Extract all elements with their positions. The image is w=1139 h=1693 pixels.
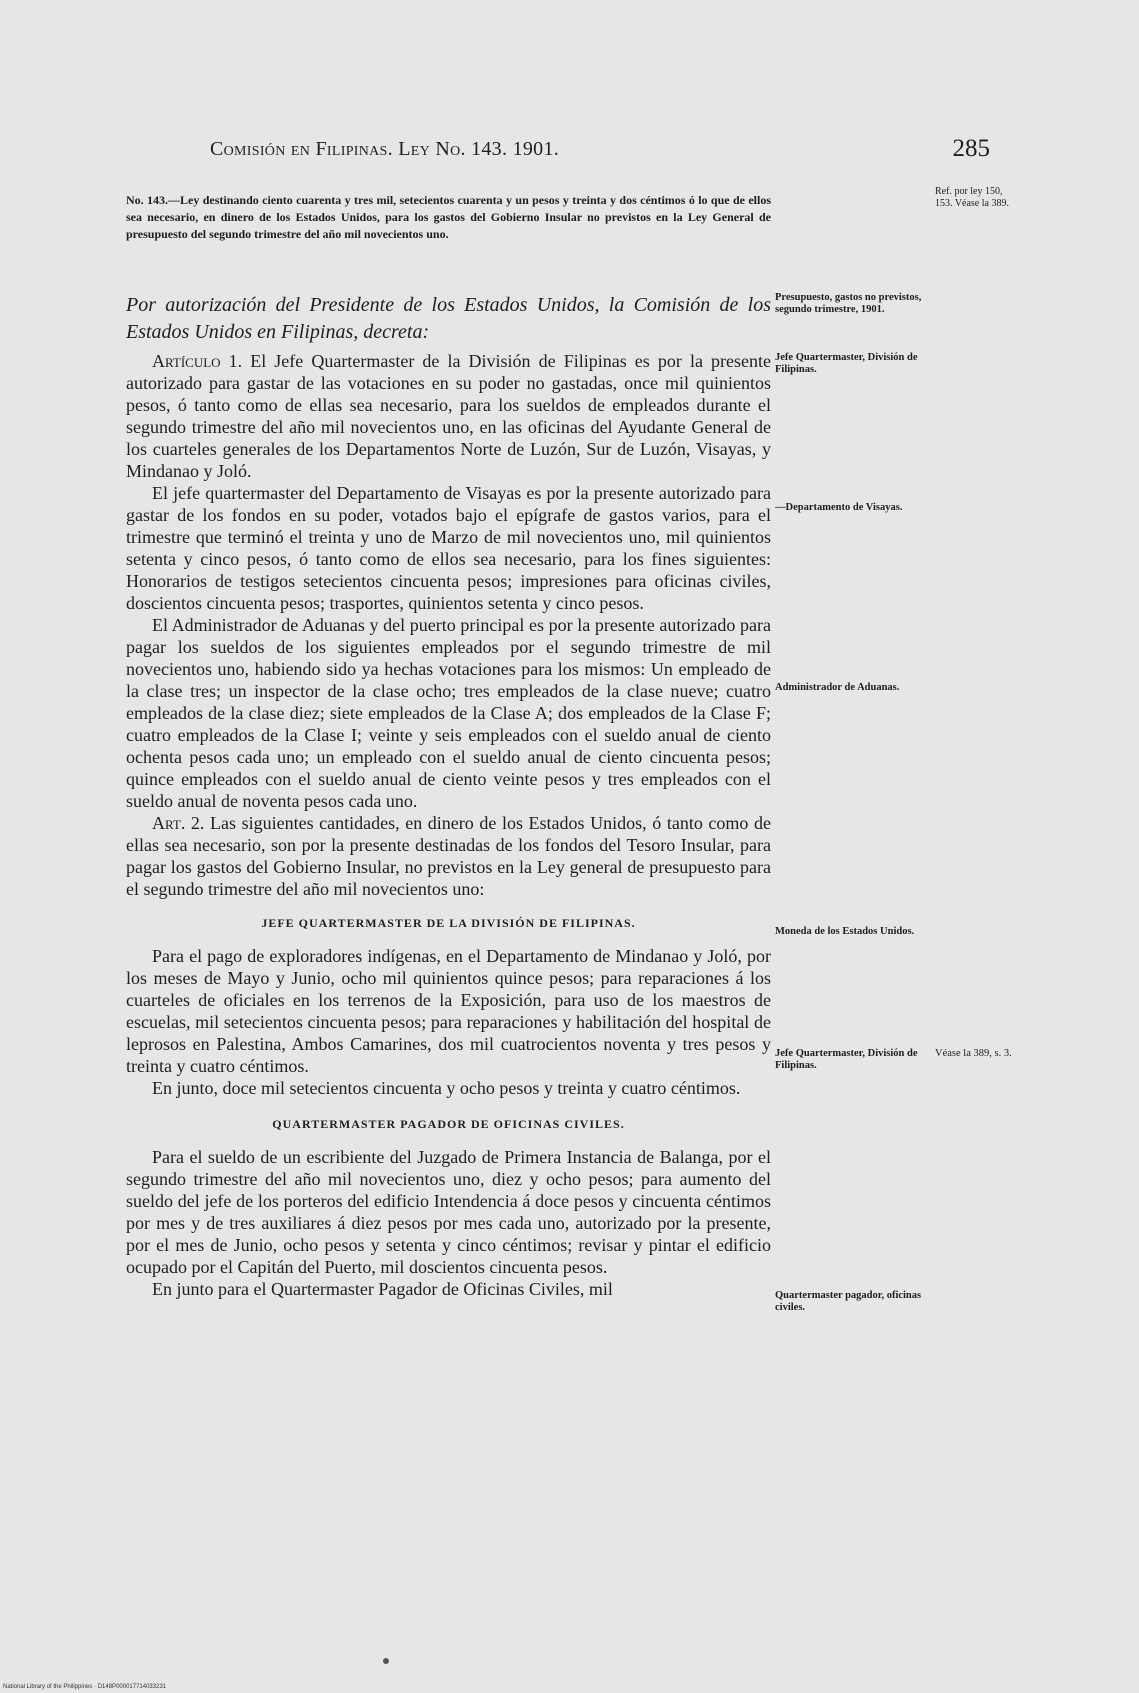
running-title: Comisión en Filipinas. Ley No. 143. 1901.	[210, 138, 560, 160]
margin-note-budget: Presupuesto, gastos no previstos, segundo trimestre, 1901.	[775, 292, 922, 315]
total-paragraph-2: En junto para el Quartermaster Pagador de Oficinas Civiles, mil	[152, 1279, 613, 1299]
margin-note-paymaster: Quartermaster pagador, oficinas civiles.	[775, 1290, 922, 1313]
scouts-paragraph: Para el pago de exploradores indígenas, en el Departamento de Mindanao y Joló, por los meses de Mayo y Junio, ocho mil quinientos quince pesos; para reparaciones á los cuarteles de oficiales en los terrenos de la Exposición, para uso de los maestros de escuelas, mil setecientos cincuenta pesos; para reparaciones y habilitación del hospital de leprosos en Palestina, Ambos Camarines, dos mil cuatrocientos noventa y tres pesos y treinta y cuatro céntimos.	[126, 946, 771, 1076]
section-heading-civil-offices: QUARTERMASTER PAGADOR DE OFICINAS CIVILES.	[272, 1117, 625, 1131]
article-2-label: Art. 2.	[152, 813, 205, 833]
section-heading-division: JEFE QUARTERMASTER DE LA DIVISIÓN DE FILIPINAS.	[261, 916, 636, 930]
article-2-text: Las siguientes cantidades, en dinero de los Estados Unidos, ó tanto como de ellas sea necesario, son por la presente destinadas de los fondos del Tesoro Insular, para pagar los gastos del Gobierno Insular, no previstos en la Ley general de presupuesto para el segundo trimestre del año mil novecientos uno:	[126, 813, 771, 899]
article-1-label: Artículo 1.	[152, 351, 243, 371]
customs-paragraph: El Administrador de Aduanas y del puerto principal es por la presente autorizado para pagar los sueldos de los siguientes empleados por el segundo trimestre de mil novecientos uno, habiendo sido ya hechas votaciones para los mismos: Un empleado de la clase tres; un inspector de la clase ocho; tres empleados de la clase nueve; cuatro empleados de la clase diez; siete empleados de la Clase A; dos empleados de la Clase F; cuatro empleados de la Clase I; veinte y seis empleados con el sueldo anual de ciento ochenta pesos cada uno; un empleado con el sueldo anual de ciento cincuenta pesos; quince empleados con el sueldo anual de ciento veinte pesos y tres empleados con el sueldo anual de noventa pesos cada uno.	[126, 615, 771, 811]
running-header	[210, 135, 990, 168]
article-1-block	[126, 350, 771, 1300]
page-mark	[383, 1658, 389, 1664]
article-1-paragraph	[126, 350, 771, 482]
visayas-paragraph: El jefe quartermaster del Departamento de Visayas es por la presente autorizado para gastar de los fondos en su poder, votados bajo el epígrafe de gastos varios, para el trimestre que terminó el treinta y uno de Marzo de mil novecientos uno, mil quinientos setenta y cinco pesos, ó tanto como de ellos sea necesario, para los fines siguientes: Honorarios de testigos setecientos cincuenta pesos; impresiones para oficinas civiles, doscientos cincuenta pesos; trasportes, quinientos setenta y cinco pesos.	[126, 483, 771, 613]
page-number: 285	[952, 135, 990, 162]
library-footer: National Library of the Philippines · D148P000017714033231	[3, 1684, 167, 1690]
article-1-text: El Jefe Quartermaster de la División de Filipinas es por la presente autorizado para gastar de las votaciones en su poder no gastadas, once mil quinientos pesos, ó tanto como de ellas sea necesario, para los sueldos de empleados durante el segundo trimestre del año mil novecientos uno, en las oficinas del Ayudante General de los cuarteles generales de los Departamentos Norte de Luzón, Sur de Luzón, Visayas, y Mindanao y Joló.	[126, 351, 771, 481]
margin-note-division: Jefe Quartermaster, División de Filipinas.	[775, 1048, 918, 1071]
margin-note-reference: Ref. por ley 150, 153. Véase la 389.	[935, 186, 1009, 209]
article-2-paragraph	[126, 812, 771, 900]
total-paragraph-1: En junto, doce mil setecientos cincuenta y ocho pesos y treinta y cuatro céntimos.	[152, 1078, 741, 1098]
margin-note-visayas: —Departamento de Visayas.	[775, 502, 903, 513]
law-title: No. 143.—Ley destinando ciento cuarenta y tres mil, setecientos cuarenta y un pesos y treinta y dos céntimos ó lo que de ellos sea necesario, en dinero de los Estados Unidos, para los gastos del Gobierno Insular no previstos en la Ley General de presupuesto del segundo trimestre del año mil novecientos uno.	[126, 193, 771, 241]
clerk-paragraph: Para el sueldo de un escribiente del Juzgado de Primera Instancia de Balanga, por el segundo trimestre del año mil novecientos uno, diez y ocho pesos; para aumento del sueldo del jefe de los porteros del edificio Intendencia á doce pesos y cincuenta céntimos por mes y de tres auxiliares á diez pesos por mes cada uno, autorizado por la presente, por el mes de Junio, ocho pesos y setenta y cinco céntimos; revisar y pintar el edificio ocupado por el Capitán del Puerto, mil doscientos cincuenta pesos.	[126, 1147, 771, 1277]
margin-note-customs: Administrador de Aduanas.	[775, 682, 900, 693]
margin-note-see-also: Véase la 389, s. 3.	[935, 1048, 1012, 1059]
enacting-clause: Por autorización del Presidente de los Estados Unidos, la Comisión de los Estados Unidos en Filipinas, decreta:	[126, 294, 771, 343]
margin-note-quartermaster: Jefe Quartermaster, División de Filipinas.	[775, 352, 918, 375]
margin-note-currency: Moneda de los Estados Unidos.	[775, 926, 915, 937]
